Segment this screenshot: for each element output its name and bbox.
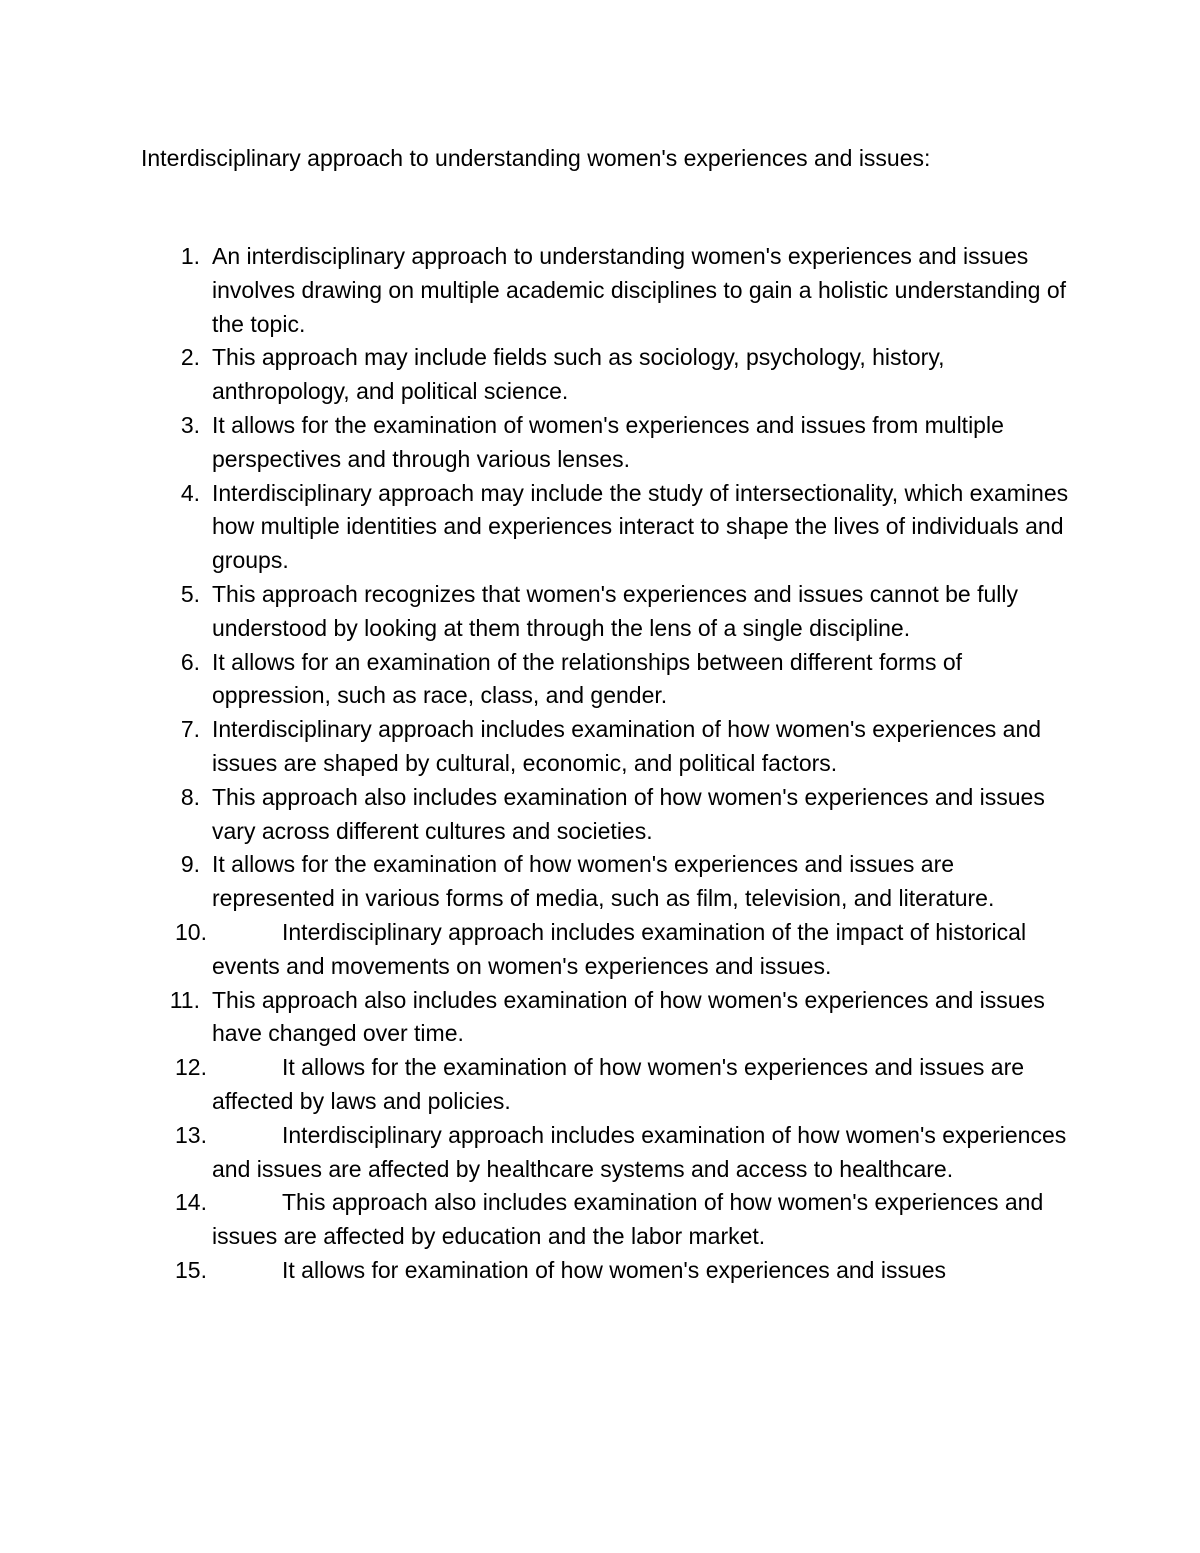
list-item [0,578,1200,646]
list-item-text-wrap [212,1186,1072,1254]
list-item-text: Interdisciplinary approach may include the study of intersectionality, which examines how multiple identities and experiences interact to shape the lives of individuals and groups. [212,479,1069,574]
list-item [0,713,1200,781]
list-item-text: Interdisciplinary approach includes examination of the impact of historical events and movements on women's experiences and issues. [212,918,1027,979]
list-item-number: 6. [180,648,200,675]
list-item [0,1119,1200,1187]
list-item [0,848,1200,916]
list-item-text: This approach may include fields such as sociology, psychology, history, anthropology, and political science. [212,344,945,405]
list-item-number: 10. [175,918,207,945]
list-item [0,1186,1200,1254]
list-item-text: It allows for an examination of the relationships between different forms of oppression, such as race, class, and gender. [212,648,963,709]
list-item-number: 7. [180,716,200,743]
list-item [0,240,1200,341]
list-item-text: An interdisciplinary approach to understanding women's experiences and issues involves drawing on multiple academic disciplines to gain a holistic understanding of the topic. [212,243,1067,337]
list-item-text: Interdisciplinary approach includes examination of how women's experiences and issues are affected by healthcare systems and access to healthcare. [212,1121,1067,1182]
list-item-text-wrap [212,1254,1072,1288]
list-item-number: 15. [175,1256,207,1283]
list-item [0,1254,1200,1288]
list-item [0,409,1200,477]
list-item [0,341,1200,409]
list-item-text: This approach also includes examination of how women's experiences and issues vary across different cultures and societies. [212,783,1045,844]
list-item-text: It allows for the examination of how women's experiences and issues are represented in various forms of media, such as film, television, and literature. [212,851,995,912]
list-item-number: 1. [180,243,200,269]
list-item-text: This approach recognizes that women's experiences and issues cannot be fully understood by looking at them through the lens of a single discipline. [212,580,1019,641]
list-item-text-wrap [212,916,1072,984]
list-item [0,646,1200,714]
list-item-text: This approach also includes examination of how women's experiences and issues are affected by education and the labor market. [212,1189,1044,1250]
list-item [0,1051,1200,1119]
list-item [0,781,1200,849]
list-item-number: 4. [180,479,200,506]
list-item-text-wrap [212,1119,1072,1187]
list-item-number: 11. [169,986,200,1013]
list-item [0,916,1200,984]
list-item [0,984,1200,1052]
list-item [0,477,1200,578]
list-item-text: It allows for the examination of how women's experiences and issues are affected by laws and policies. [212,1054,1025,1114]
list-item-number: 14. [175,1189,207,1216]
document-title: Interdisciplinary approach to understanding women's experiences and issues: [141,145,931,171]
list-item-text: It allows for the examination of women's experiences and issues from multiple perspectives and through various lenses. [212,411,1004,472]
list-item-text: Interdisciplinary approach includes examination of how women's experiences and issues are shaped by cultural, economic, and political factors. [212,716,1042,776]
list-item-number: 5. [180,580,200,607]
list-item-text: It allows for examination of how women's experiences and issues [282,1256,947,1283]
numbered-list [0,240,1200,1288]
list-item-text-wrap [212,1051,1072,1119]
list-item-number: 3. [180,411,200,438]
list-item-number: 13. [175,1121,207,1148]
list-item-number: 9. [180,851,200,878]
list-item-number: 2. [180,344,200,371]
list-item-number: 8. [180,783,200,810]
list-item-number: 12. [175,1054,207,1081]
list-item-text: This approach also includes examination of how women's experiences and issues have changed over time. [212,986,1045,1047]
